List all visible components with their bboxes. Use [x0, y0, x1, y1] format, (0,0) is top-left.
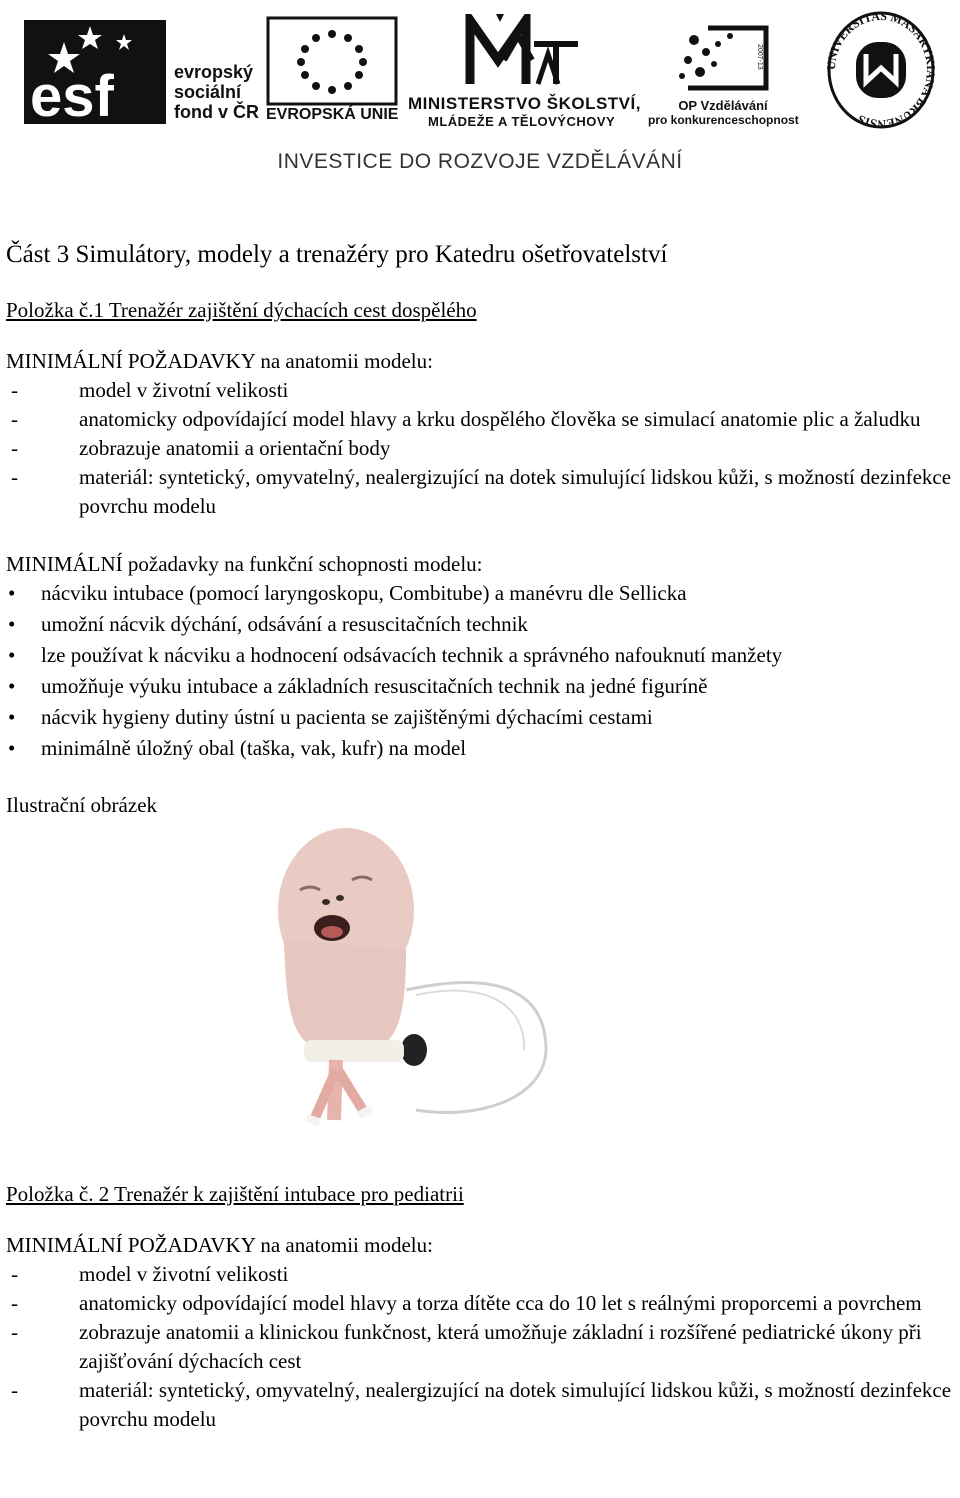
bullet-marker: •: [8, 643, 16, 667]
document-body: [6, 232, 956, 1434]
esf-line3: fond v ČR: [174, 102, 259, 122]
msmt-line1: MINISTERSTVO ŠKOLSTVÍ,: [408, 94, 641, 113]
op-line2: pro konkurenceschopnost: [648, 113, 799, 127]
bullet-marker: •: [8, 736, 16, 760]
dash-marker: -: [11, 407, 18, 431]
list-item-text: model v životní velikosti: [79, 378, 289, 402]
list-item-text: nácviku intubace (pomocí laryngoskopu, Combitube) a manévru dle Sellicka: [41, 581, 687, 605]
list-item-text: minimálně úložný obal (taška, vak, kufr) na model: [41, 736, 467, 760]
item2-anatomy-list: [6, 1260, 956, 1434]
list-item-text: zobrazuje anatomii a klinickou funkčnost, která umožňuje základní i rozšířené pediatrické úkony při zajišťování dýchacích cest: [79, 1320, 922, 1373]
list-item-text: umožňuje výuku intubace a základních resuscitačních technik na jedné figuríně: [41, 674, 708, 698]
investice-banner: INVESTICE DO ROZVOJE VZDĚLÁVÁNÍ: [277, 150, 683, 173]
page-title: Část 3 Simulátory, modely a trenažéry pro Katedru ošetřovatelství: [6, 241, 668, 268]
dash-marker: -: [11, 1291, 18, 1315]
list-item: [6, 610, 956, 639]
msmt-logo: [408, 14, 648, 130]
dash-marker: -: [11, 1378, 18, 1402]
item1-anatomy-list: [6, 376, 956, 521]
dash-marker: -: [11, 1320, 18, 1344]
bulb-icon: [401, 1034, 427, 1066]
msmt-line2: MLÁDEŽE A TĚLOVÝCHOVY: [428, 114, 616, 129]
illustration-figure: [6, 820, 956, 1180]
esf-line2: sociální: [174, 82, 242, 102]
list-item: [6, 1376, 956, 1434]
list-item: [6, 734, 956, 763]
list-item-text: anatomicky odpovídající model hlavy a torza dítěte cca do 10 let s reálnými proporcemi a povrchem: [79, 1291, 922, 1315]
list-item-text: materiál: syntetický, omyvatelný, nealergizující na dotek simulující lidskou kůži, s možností dezinfekce povrchu modelu: [79, 1378, 952, 1431]
eu-logo: [266, 16, 400, 126]
muni-ring-text: NIVERSITAS MASARY NA BRUNENSIS: [826, 8, 936, 132]
list-item: [6, 579, 956, 608]
svg-text:2007-13: 2007-13: [756, 44, 763, 70]
list-item-text: model v životní velikosti: [79, 1262, 289, 1286]
op-logo: [648, 14, 808, 130]
list-item: [6, 641, 956, 670]
list-item: [6, 672, 956, 701]
header-logos: [0, 0, 960, 200]
list-item-text: umožní nácvik dýchání, odsávání a resuscitačních technik: [41, 612, 528, 636]
eu-flag-icon: [266, 16, 400, 108]
item1-function-list: [6, 579, 956, 763]
illustration-label: Ilustrační obrázek: [6, 793, 158, 817]
muni-seal-icon: [826, 8, 936, 132]
item2-anatomy-heading: MINIMÁLNÍ POŽADAVKY na anatomii modelu:: [6, 1233, 433, 1257]
svg-text:esf: esf: [30, 64, 114, 129]
esf-logo: [24, 12, 264, 132]
dash-marker: -: [11, 465, 18, 489]
item1-function-heading: MINIMÁLNÍ požadavky na funkční schopnosti modelu:: [6, 552, 483, 576]
list-item: [6, 376, 956, 405]
list-item-text: anatomicky odpovídající model hlavy a krku dospělého člověka se simulací anatomie plic a žaludku: [79, 407, 921, 431]
msmt-emblem-icon: [408, 14, 648, 94]
item1-anatomy-heading: MINIMÁLNÍ POŽADAVKY na anatomii modelu:: [6, 349, 433, 373]
esf-line1: evropský: [174, 62, 254, 82]
list-item: [6, 1289, 956, 1318]
list-item: [6, 1318, 956, 1376]
list-item-text: zobrazuje anatomii a orientační body: [79, 436, 391, 460]
item1-heading: Položka č.1 Trenažér zajištění dýchacích cest dospělého: [6, 298, 477, 322]
op-emblem-icon: [648, 14, 808, 98]
dash-marker: -: [11, 1262, 18, 1286]
list-item: [6, 434, 956, 463]
bullet-marker: •: [8, 612, 16, 636]
list-item-text: lze používat k nácviku a hodnocení odsávacích technik a správného nafouknutí manžety: [41, 643, 783, 667]
list-item: [6, 703, 956, 732]
eu-label: EVROPSKÁ UNIE: [266, 106, 399, 123]
airway-trainer-image: [256, 820, 776, 1160]
list-item: [6, 1260, 956, 1289]
bullet-marker: •: [8, 581, 16, 605]
list-item: [6, 405, 956, 434]
list-item-text: nácvik hygieny dutiny ústní u pacienta se zajištěnými dýchacími cestami: [41, 705, 653, 729]
list-item-text: materiál: syntetický, omyvatelný, nealergizující na dotek simulující lidskou kůži, s možností dezinfekce povrchu modelu: [79, 465, 952, 518]
op-line1: OP Vzdělávání: [678, 98, 768, 113]
bullet-marker: •: [8, 674, 16, 698]
muni-logo: [826, 8, 936, 132]
item2-heading: Položka č. 2 Trenažér k zajištění intubace pro pediatrii: [6, 1182, 464, 1206]
dash-marker: -: [11, 436, 18, 460]
dash-marker: -: [11, 378, 18, 402]
list-item: [6, 463, 956, 521]
bullet-marker: •: [8, 705, 16, 729]
